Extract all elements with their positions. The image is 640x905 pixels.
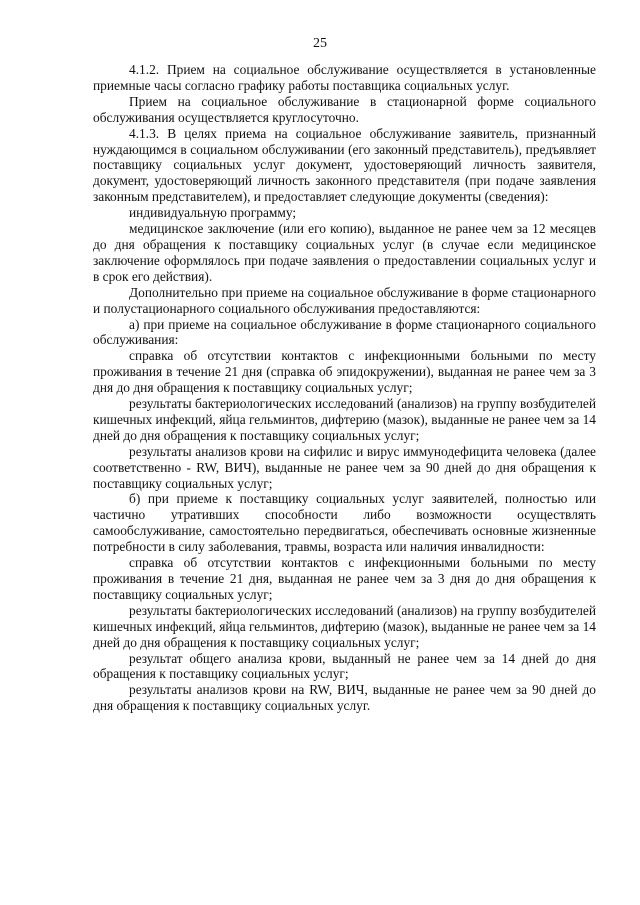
list-item-b-bacteriological-results: результаты бактериологических исследований (анализов) на группу возбудителей кишечных инфекций, яйца гельминтов, дифтерию (мазок), выданные не ранее чем за 14 дней до дня обращения к поставщику социальных услуг; bbox=[93, 602, 596, 650]
paragraph-round-the-clock: Прием на социальное обслуживание в стационарной форме социального обслуживания осуществляется круглосуточно. bbox=[93, 93, 596, 125]
list-item-a-bacteriological-results: результаты бактериологических исследований (анализов) на группу возбудителей кишечных инфекций, яйца гельминтов, дифтерию (мазок), выданные не ранее чем за 14 дней до дня обращения к поставщику социальных услуг; bbox=[93, 396, 596, 443]
list-item-a-blood-tests: результаты анализов крови на сифилис и вирус иммунодефицита человека (далее соответственно - RW, ВИЧ), выданные не ранее чем за 90 дней до дня обращения к поставщику социальных услуг; bbox=[93, 443, 596, 491]
paragraph-additional-documents: Дополнительно при приеме на социальное обслуживание в форме стационарного и полустационарного социального обслуживания предоставляются: bbox=[93, 284, 596, 316]
list-item-b-contacts-certificate: справка об отсутствии контактов с инфекционными больными по месту проживания в течение 21 дня, выданная не ранее чем за 3 дня до дня обращения к поставщику социальных услуг; bbox=[93, 555, 596, 602]
list-item-individual-program: индивидуальную программу; bbox=[129, 205, 297, 221]
paragraph-4-1-2: 4.1.2. Прием на социальное обслуживание осуществляется в установленные приемные часы согласно графику работы поставщика социальных услуг. bbox=[93, 62, 596, 93]
list-item-a-contacts-certificate: справка об отсутствии контактов с инфекционными больными по месту проживания в течение 21 дня (справка об эпидокружении), выданная не ранее чем за 3 дня до дня обращения к поставщику социальных услуг; bbox=[93, 348, 596, 396]
list-item-b-general-blood-test: результат общего анализа крови, выданный не ранее чем за 14 дней до дня обращения к поставщику социальных услуг; bbox=[93, 650, 596, 682]
paragraph-item-b: б) при приеме к поставщику социальных услуг заявителей, полностью или частично утративших способности либо возможности осуществлять самообслуживание, самостоятельно передвигаться, обеспечивать основные жизненные потребности в силу заболевания, травмы, возраста или наличия инвалидности: bbox=[93, 491, 596, 555]
document-body bbox=[93, 62, 596, 714]
page-number: 25 bbox=[313, 36, 327, 51]
paragraph-item-a: а) при приеме на социальное обслуживание в форме стационарного социального обслуживания: bbox=[93, 316, 596, 348]
list-item-b-blood-tests: результаты анализов крови на RW, ВИЧ, выданные не ранее чем за 90 дней до дня обращения к поставщику социальных услуг. bbox=[93, 682, 596, 714]
list-item-medical-conclusion: медицинское заключение (или его копию), выданное не ранее чем за 12 месяцев до дня обращения к поставщику социальных услуг (в случае если медицинское заключение оформлялось при подаче заявления о предоставлении социальных услуг и в срок его действия). bbox=[93, 221, 596, 284]
paragraph-4-1-3: 4.1.3. В целях приема на социальное обслуживание заявитель, признанный нуждающимся в социальном обслуживании (его законный представитель), предъявляет поставщику социальных услуг документ, удостоверяющий личность заявителя, документ, удостоверяющий личность законного представителя (при подаче заявления законным представителем), и предоставляет следующие документы (сведения): bbox=[93, 125, 596, 205]
